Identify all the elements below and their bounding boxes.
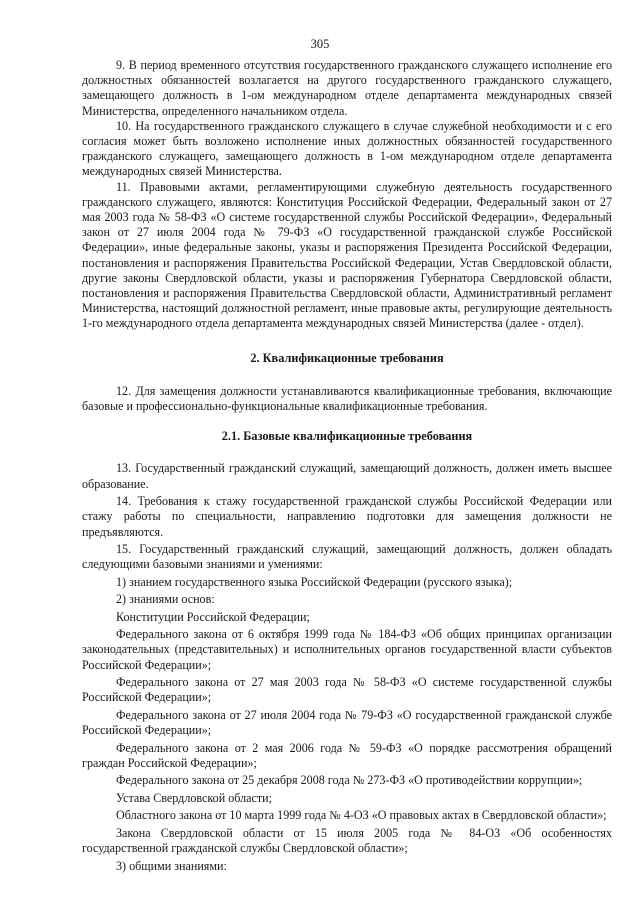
paragraph-14: 14. Требования к стажу государственной гражданской службы Российской Федерации или стажу работы по специальности, направлению подготовки для замещения должности не предъявляются. [82,494,612,539]
section-2-1-heading: 2.1. Базовые квалификационные требования [221,429,473,444]
paragraph-15: 15. Государственный гражданский служащий, замещающий должность, должен обладать следующими базовыми знаниями и умениями: [82,542,612,572]
law-59-fz: Федерального закона от 2 мая 2006 года № 59-ФЗ «О порядке рассмотрения обращений граждан Российской Федерации»; [82,740,612,770]
paragraph-13: 13. Государственный гражданский служащий, замещающий должность, должен иметь высшее образование. [82,461,612,491]
paragraph-11: 11. Правовыми актами, регламентирующими служебную деятельность государственного гражданского служащего, являются: Конституция Российской Федерации, Федеральный закон от 27 мая 2003 года № 58-ФЗ «О системе государственной службы Российской Федерации», Федеральный закон от 27 июля 2004 года № 79-ФЗ «О государственной гражданской службе Российской Федерации», иные федеральные законы, указы и распоряжения Президента Российской Федерации, постановления и распоряжения Правительства Российской Федерации, Устав Свердловской области, другие законы Свердловской области, указы и распоряжения Губернатора Свердловской области, постановления и распоряжения Правительства Свердловской области, Административный регламент Министерства, настоящий должностной регламент, иные правовые акты, регулирующие деятельность 1-го международного отдела департамента международных связей Министерства (далее - отдел). [82,179,612,331]
document-body [82,58,612,874]
paragraph-9: 9. В период временного отсутствия государственного гражданского служащего исполнение его должностных обязанностей возлагается на другого государственного гражданского служащего, замещающего должность в 1-ом международном отделе департамента международных связей Министерства, определенного начальником отдела. [82,58,612,118]
list-item-1: 1) знанием государственного языка Российской Федерации (русского языка); [116,574,513,589]
law-58-fz: Федерального закона от 27 мая 2003 года № 58-ФЗ «О системе государственной службы Российской Федерации»; [82,675,612,705]
law-84-oz: Закона Свердловской области от 15 июля 2005 года № 84-ОЗ «Об особенностях государственной гражданской службы Свердловской области»; [82,825,612,855]
paragraph-12: 12. Для замещения должности устанавливаются квалификационные требования, включающие базовые и профессионально-функциональные квалификационные требования. [82,383,612,414]
law-184-fz: Федерального закона от 6 октября 1999 года № 184-ФЗ «Об общих принципах организации законодательных (представительных) и исполнительных органов государственной власти субъектов Российской Федерации»; [82,627,612,672]
law-273-fz: Федерального закона от 25 декабря 2008 года № 273-ФЗ «О противодействии коррупции»; [116,773,583,788]
law-constitution: Конституции Российской Федерации; [116,609,310,624]
section-2-heading: 2. Квалификационные требования [250,350,444,365]
law-4-oz: Областного закона от 10 марта 1999 года № 4-ОЗ «О правовых актах в Свердловской области»; [116,808,607,823]
list-item-2: 2) знаниями основ: [116,592,215,607]
law-79-fz: Федерального закона от 27 июля 2004 года № 79-ФЗ «О государственной гражданской службе Российской Федерации»; [82,707,612,738]
list-item-3: 3) общими знаниями: [116,858,227,873]
paragraph-10: 10. На государственного гражданского служащего в случае служебной необходимости и с его согласия может быть возложено исполнение иных должностных обязанностей государственного гражданского служащего, замещающего должность в 1-ом международном отделе департамента международных связей Министерства. [82,118,612,179]
law-charter: Устава Свердловской области; [116,790,273,805]
page-number: 305 [310,37,330,51]
